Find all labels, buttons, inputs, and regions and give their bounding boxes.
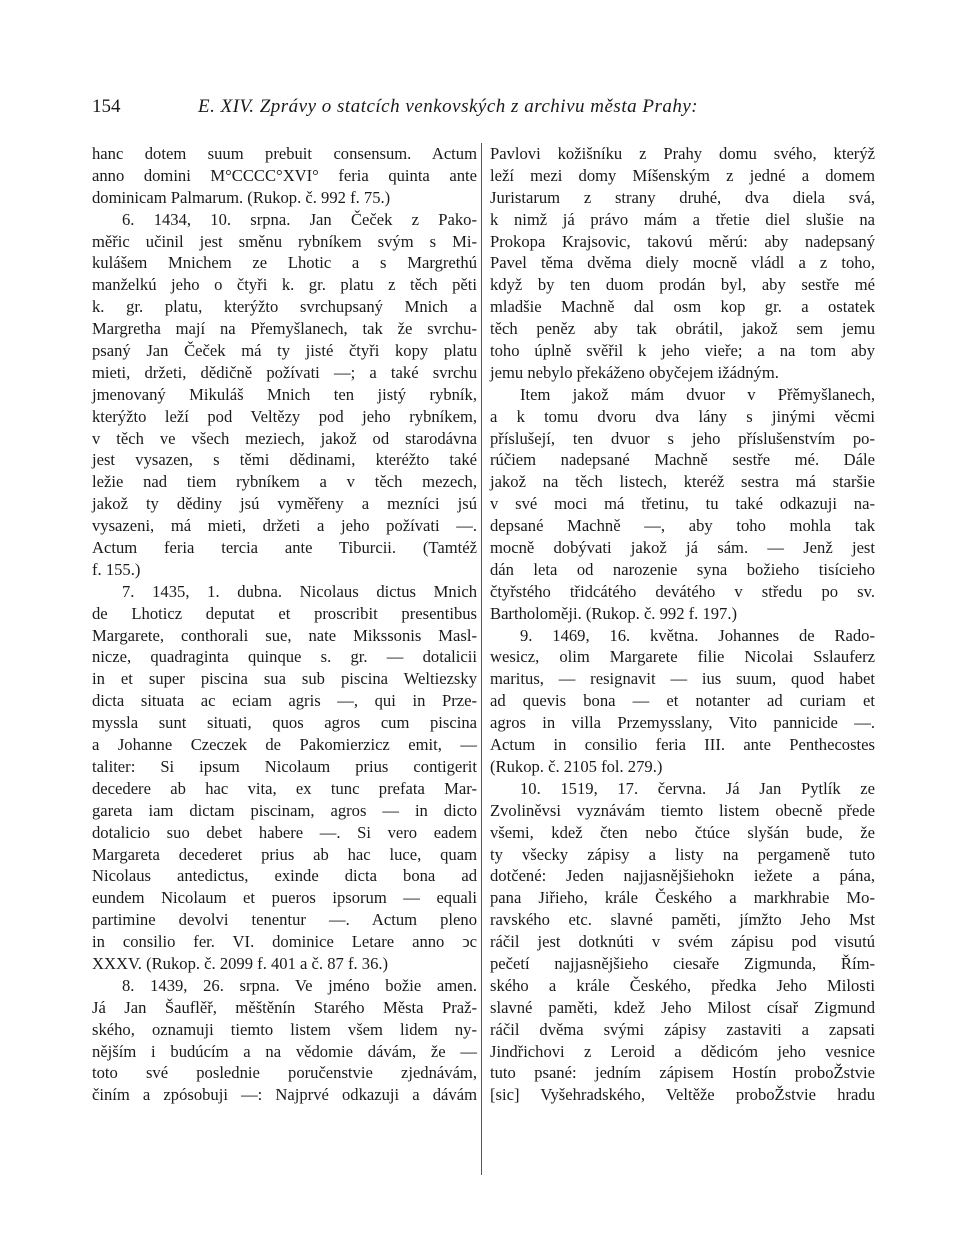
text-line: 10. 1519, 17. června. Já Jan Pytlík ze: [520, 778, 875, 798]
text-line: [sic] Vyšehradského, Veltěže proboŽstvie hradu: [490, 1085, 875, 1105]
text-line: v těch ve všech meziech, jakož od starodávna: [92, 428, 477, 448]
text-line: Margretha mají na Přemyšlanech, tak že svrchu-: [92, 319, 477, 339]
text-line: Já Jan Šauflěř, měštěnín Starého Města Praž-: [92, 997, 477, 1017]
text-line: čtyřstého třidcátého devátého v středu po sv.: [490, 581, 875, 601]
text-line: gareta iam dictam piscinam, agros — in dicto: [92, 800, 477, 820]
text-line: a Johanne Czeczek de Pakomierzicz emit, —: [92, 735, 477, 755]
text-line: rúčiem nadepsané Machně sestře mé. Dále: [490, 450, 875, 470]
text-line: a k tomu dvoru dva lány s jinými věcmi: [490, 406, 875, 426]
text-line: de Lhoticz deputat et proscribit presentibus: [92, 603, 477, 623]
text-line: Juristarum z strany druhé, dva diela svá,: [490, 187, 875, 207]
text-line: Actum in consilio feria III. ante Penthecostes: [490, 735, 875, 755]
text-line: dán leta od narozenie syna božieho tisícieho: [490, 559, 875, 579]
text-line: když by ten duom prodán byl, aby sestře mé: [490, 275, 875, 295]
column-divider: [481, 143, 482, 1175]
text-line: pana Jiřieho, krále Českého a markhrabie Mo-: [490, 888, 875, 908]
text-line: wesicz, olim Margarete filie Nicolai Sslauferz: [490, 647, 875, 667]
text-line: Margarete, conthorali sue, nate Mikssonis Masl-: [92, 625, 477, 645]
text-line: 8. 1439, 26. srpna. Ve jméno božie amen.: [122, 975, 477, 995]
text-line: taliter: Si ipsum Nicolaum prius contigerit: [92, 756, 477, 776]
text-line: ráčil jest dotknúti v svém zápisu pod visutú: [490, 932, 875, 952]
text-line: mieti, držeti, dědičně požívati —; a také svrchu: [92, 362, 477, 382]
text-line: ležie nad tiem rybníkem a v těch mezech,: [92, 472, 477, 492]
text-line: anno domini M°CCCC°XVI° feria quinta ante: [92, 165, 477, 185]
left-text-column: [92, 143, 477, 1106]
text-line: ráčil dvěma svými zápisy zastaviti a zapsati: [490, 1019, 875, 1039]
text-line: Bartholoměji. (Rukop. č. 992 f. 197.): [490, 603, 738, 623]
text-line: ského, oznamuji tiemto listem všem lidem ny-: [92, 1019, 477, 1039]
text-line: k. gr. platu, kterýžto svrchupsaný Mnich a: [92, 297, 477, 317]
text-line: f. 155.): [92, 559, 141, 579]
text-line: mocně dobývati jakož já sám. — Jenž jest: [490, 538, 875, 558]
text-line: k nimž já právo mám a třetie diel slušie na: [490, 209, 875, 229]
page-number: 154: [92, 96, 121, 117]
text-line: 7. 1435, 1. dubna. Nicolaus dictus Mnich: [122, 581, 477, 601]
text-line: (Rukop. č. 2105 fol. 279.): [490, 756, 663, 776]
text-line: ty všecky zápisy a listy na pergameně tuto: [490, 844, 875, 864]
text-line: dominicam Palmarum. (Rukop. č. 992 f. 75.): [92, 187, 391, 207]
text-line: XXXV. (Rukop. č. 2099 f. 401 a č. 87 f. 36.): [92, 953, 389, 973]
text-line: Jindřichovi z Leroid a dědicóm jeho vesnice: [490, 1041, 875, 1061]
text-line: slavné paměti, kdež Jeho Milost císař Zigmund: [490, 997, 875, 1017]
text-line: ského a krále Českého, předka Jeho Milosti: [490, 975, 875, 995]
text-line: všemi, kdež čten nebo čtúce slyšán bude, že: [490, 822, 875, 842]
text-line: dicta situata ac eciam agris —, qui in Prze-: [92, 691, 477, 711]
right-text-column: [490, 143, 875, 1106]
text-line: Prokopa Krajsovic, takovú měrú: aby nadepsaný: [490, 231, 875, 251]
text-line: dotalicio suo debet habere —. Si vero eadem: [92, 822, 477, 842]
text-line: manželkú jeho o čtyři k. gr. platu z těch pěti: [92, 275, 477, 295]
page-header: [92, 96, 882, 126]
text-line: hanc dotem suum prebuit consensum. Actum: [92, 144, 477, 163]
text-line: ad quevis bona — et notanter ad curiam et: [490, 691, 875, 711]
text-line: depsané Machně —, aby toho mohla tak: [490, 516, 875, 536]
text-line: psaný Jan Čeček má ty jisté čtyři kopy platu: [92, 341, 477, 361]
text-line: eundem Nicolaum et pueros ipsorum — equali: [92, 888, 477, 908]
text-line: jmenovaný Mikuláš Mnich ten jistý rybník,: [92, 384, 477, 404]
text-line: Zvoliněvsi vyznávám tiemto listem obecně přede: [490, 800, 875, 820]
text-line: toho úplně svěřil k jeho vieře; a na tom aby: [490, 341, 875, 361]
text-line: Pavel těma dvěma diely mocně vládl a z toho,: [490, 253, 875, 273]
text-line: činím a zpósobuji —: Najprvé odkazuji a dávám: [92, 1085, 477, 1105]
text-line: jemu nebylo překáženo obyčejem ižádným.: [490, 362, 779, 382]
text-line: měřic učinil jest směnu rybníkem svým s Mi-: [92, 231, 477, 251]
running-title: E. XIV. Zprávy o statcích venkovských z archivu města Prahy:: [198, 96, 699, 117]
text-line: in consilio fer. VI. dominice Letare anno ͻc: [92, 932, 477, 952]
text-line: jakož ty dědiny jsú vyměřeny a mezníci jsú: [92, 494, 477, 514]
text-line: maritus, — resignavit — ius suum, quod habet: [490, 669, 875, 689]
text-line: toto své poslednie poručenstvie zjednávám,: [92, 1063, 477, 1083]
text-line: Margareta decederet prius ab hac luce, quam: [92, 844, 477, 864]
text-line: decedere ab hac vita, ex tunc prefata Mar-: [92, 778, 477, 798]
text-line: mladšie Machně dal osm kop gr. a ostatek: [490, 297, 875, 317]
text-line: v své moci má třetinu, tu také odkazuji na-: [490, 494, 875, 514]
text-line: jakož na těch listech, kteréž sestra má staršie: [490, 472, 875, 492]
text-line: 6. 1434, 10. srpna. Jan Čeček z Pako-: [122, 209, 477, 229]
text-line: in et super piscina sua sub piscina Weltiezsky: [92, 669, 477, 689]
text-line: těch peněz aby tak obrátil, jakož sem jemu: [490, 319, 875, 339]
text-line: nějším i budúcím a na vědomie dávám, že —: [92, 1041, 477, 1061]
text-line: jest vysazen, s těmi dědinami, kteréžto také: [92, 450, 477, 470]
text-line: 9. 1469, 16. května. Johannes de Rado-: [520, 625, 875, 645]
text-line: pečetí najjasnějšieho ciesaře Zigmunda, Řím-: [490, 953, 875, 973]
text-line: leží mezi domy Míšenským z jedné a domem: [490, 165, 875, 185]
text-line: partimine devolvi tenentur —. Actum pleno: [92, 910, 477, 930]
text-line: dotčené: Jeden najjasnějšiehokn iežete a pána,: [490, 866, 875, 886]
text-line: kulášem Mnichem ze Lhotic a s Margrethú: [92, 253, 477, 273]
text-line: kterýžto leží pod Veltězy pod jeho rybníkem,: [92, 406, 477, 426]
text-line: nicze, quadraginta quinque s. gr. — dotalicii: [92, 647, 477, 667]
text-line: Item jakož mám dvuor v Přěmyšlanech,: [520, 384, 875, 404]
text-line: Nicolaus antedictus, exinde dicta bona ad: [92, 866, 477, 886]
text-line: vysazeni, má mieti, držeti a jeho požívati —.: [92, 516, 477, 536]
text-line: tuto psané: jedním zápisem Hostín proboŽstvie: [490, 1063, 875, 1083]
text-line: Actum feria tercia ante Tiburcii. (Tamtéž: [92, 538, 477, 558]
text-line: myssla sunt situati, quos agros cum piscina: [92, 713, 477, 733]
text-line: agros in villa Przemysslany, Vito pannicide —.: [490, 713, 875, 733]
text-line: Pavlovi kožišníku z Prahy domu svého, kterýž: [490, 144, 875, 163]
text-line: příslušejí, ten dvuor s jeho příslušenstvím po-: [490, 428, 875, 448]
text-line: ravského etc. slavné paměti, jímžto Jeho Mst: [490, 910, 875, 930]
